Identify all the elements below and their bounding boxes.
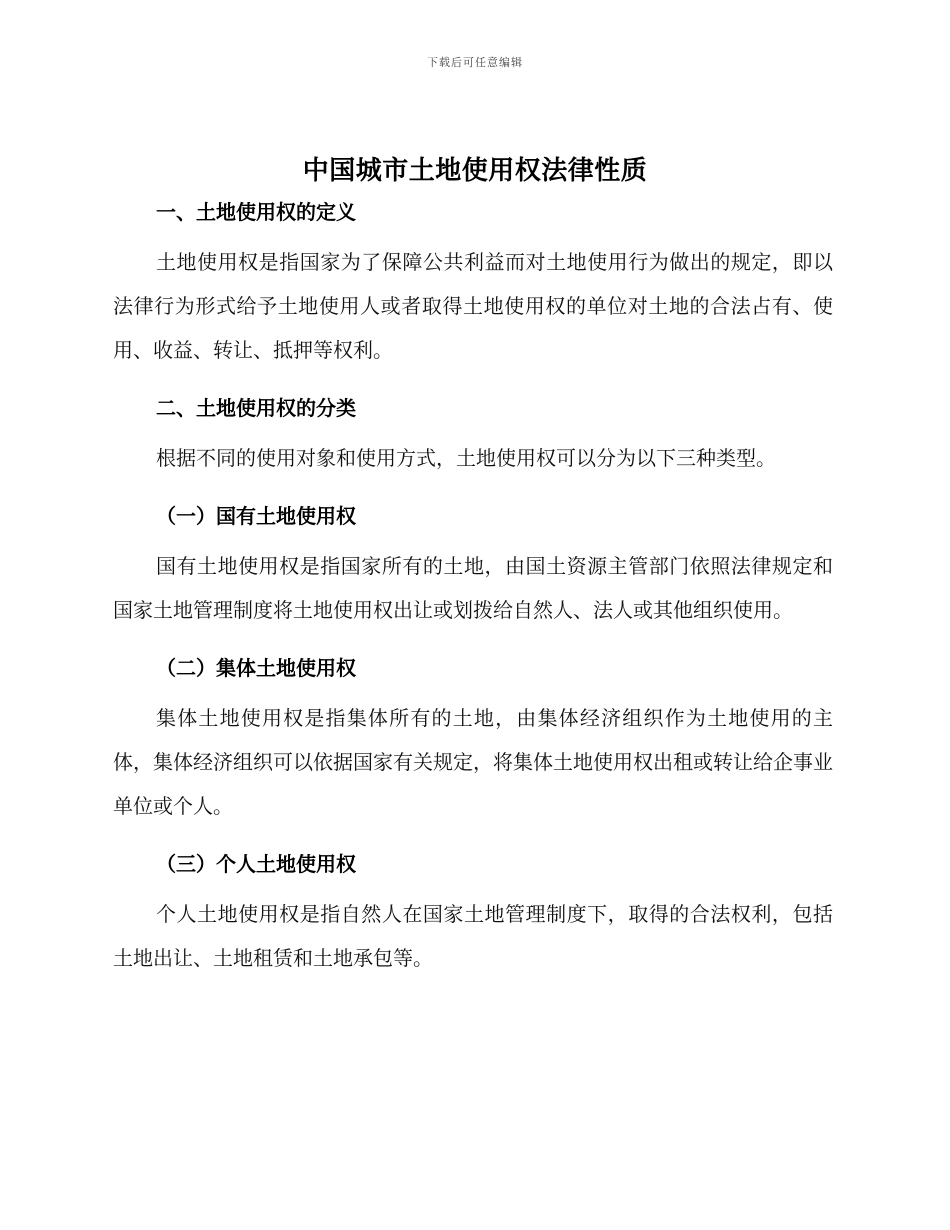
subsection-heading-collective: （二）集体土地使用权: [156, 656, 356, 680]
subsection-heading-individual: （三）个人土地使用权: [156, 852, 356, 876]
header-note: 下载后可任意编辑: [427, 56, 523, 69]
subsection-heading-state-owned: （一）国有土地使用权: [156, 504, 356, 528]
paragraph-collective: 集体土地使用权是指集体所有的土地，由集体经济组织作为土地使用的主体，集体经济组织可以依据国家有关规定，将集体土地使用权出租或转让给企事业单位或个人。: [113, 706, 833, 818]
paragraph-definition: 土地使用权是指国家为了保障公共利益而对土地使用行为做出的规定，即以法律行为形式给予土地使用人或者取得土地使用权的单位对土地的合法占有、使用、收益、转让、抵押等权利。: [113, 250, 833, 362]
paragraph-classification: 根据不同的使用对象和使用方式，土地使用权可以分为以下三种类型。: [156, 446, 776, 470]
paragraph-individual: 个人土地使用权是指自然人在国家土地管理制度下，取得的合法权利，包括土地出让、土地租赁和土地承包等。: [113, 902, 833, 970]
paragraph-state-owned: 国有土地使用权是指国家所有的土地，由国土资源主管部门依照法律规定和国家土地管理制度将土地使用权出让或划拨给自然人、法人或其他组织使用。: [113, 554, 833, 622]
section-heading-definition: 一、土地使用权的定义: [156, 200, 356, 224]
section-heading-classification: 二、土地使用权的分类: [156, 396, 356, 420]
document-title: 中国城市土地使用权法律性质: [302, 156, 648, 186]
document-body: [113, 194, 833, 980]
